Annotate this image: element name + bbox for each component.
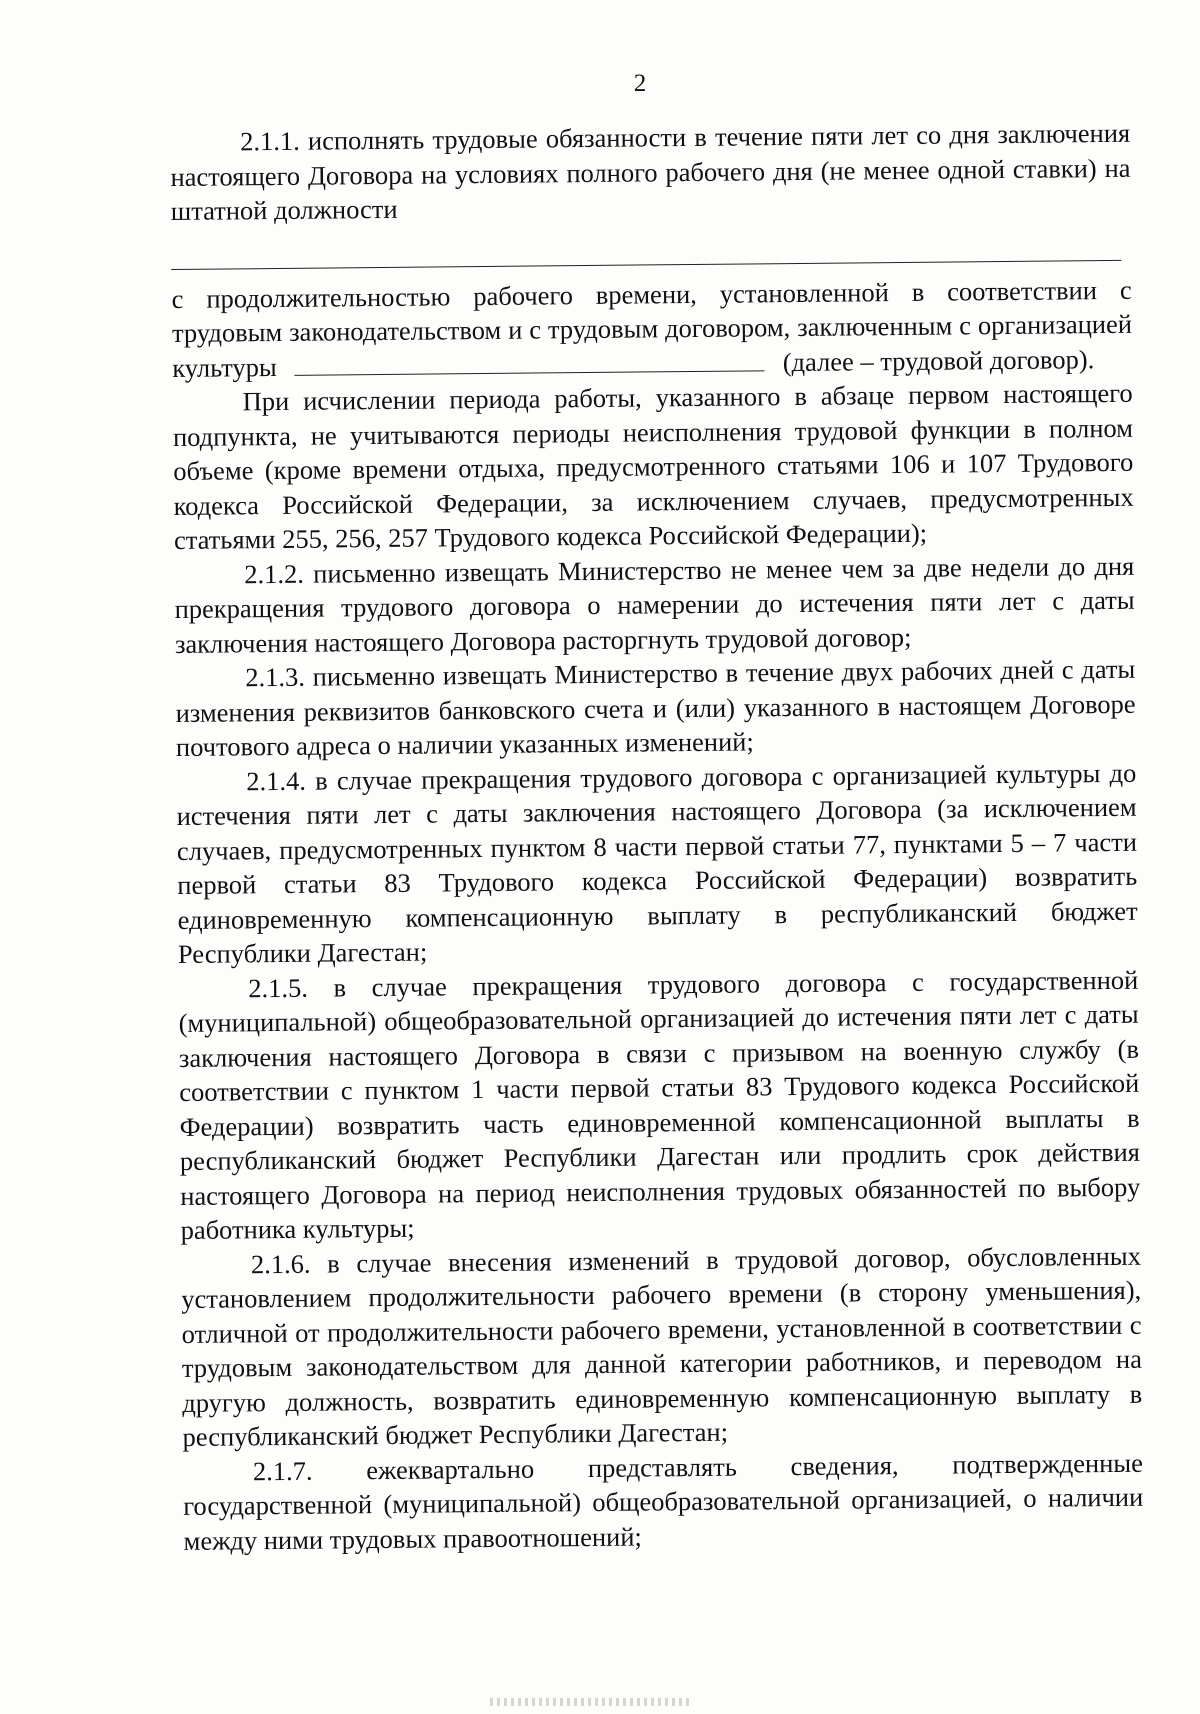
clause-2-1-4: 2.1.4. в случае прекращения трудового договора с организацией культуры до истечения пяти лет с даты заключения настоящего Договора (за исключением случаев, предусмотренных пунктом 8 части первой статьи 77, пунктами 5 – 7 части первой статьи 83 Трудового кодекса Российской Федерации) возвратить единовременную компенсационную выплату в республиканский бюджет Республики Дагестан; (176, 757, 1138, 969)
document-body (170, 116, 1144, 1558)
organization-blank-line (295, 348, 765, 376)
clause-2-1-1-text: с продолжительностью рабочего времени, установленной в соответствии с трудовым законодательством и с трудовым договором, заключенным с организацией культуры (171, 274, 1133, 383)
clause-2-1-1-continued (172, 272, 1133, 385)
clause-2-1-1: 2.1.1. исполнять трудовые обязанности в течение пяти лет со дня заключения настоящего Договора на условиях полного рабочего дня (не менее одной ставки) на штатной должности (170, 117, 1131, 226)
clause-2-1-1-tail: (далее – трудовой договор). (782, 343, 1095, 377)
scan-artifact-stamp (490, 1698, 690, 1706)
clause-2-1-2: 2.1.2. письменно извещать Министерство не менее чем за две недели до дня прекращения трудового договора о намерении до истечения пяти лет с даты заключения настоящего Договора расторгнуть трудовой договор; (174, 550, 1135, 659)
clause-2-1-3: 2.1.3. письменно извещать Министерство в течение двух рабочих дней с даты изменения реквизитов банковского счета и (или) указанного в настоящем Договоре почтового адреса о наличии указанных изменений; (175, 653, 1136, 762)
clause-2-1-1-note: При исчислении периода работы, указанного в абзаце первом настоящего подпункта, не учитываются периоды неисполнения трудовой функции в полном объеме (кроме времени отдыха, предусмотренного статьями 106 и 107 Трудового кодекса Российской Федерации, за исключением случаев, предусмотренных статьями 255, 256, 257 Трудового кодекса Российской Федерации); (172, 377, 1134, 555)
clause-2-1-5: 2.1.5. в случае прекращения трудового договора с государственной (муниципальной) общеобразовательной организацией до истечения пяти лет с даты заключения настоящего Договора в связи с призывом на военную службу (в соответствии с пунктом 1 части первой статьи 83 Трудового кодекса Российской Федерации) возвратить часть единовременной компенсационной выплаты в республиканский бюджет Республики Дагестан или продлить срок действия настоящего Договора на период неисполнения трудовых обязанностей по выбору работника культуры; (178, 964, 1141, 1245)
clause-2-1-6: 2.1.6. в случае внесения изменений в трудовой договор, обусловленных установлением продолжительности рабочего времени (в сторону уменьшения), отличной от продолжительности рабочего времени, установленной в соответствии с трудовым законодательством для данной категории работников, и переводом на другую должность, возвратить единовременную компенсационную выплату в республиканский бюджет Республики Дагестан; (181, 1240, 1143, 1452)
clause-2-1-7: 2.1.7. ежеквартально представлять сведения, подтвержденные государственной (муниципальной) общеобразовательной организацией, о наличии между ними трудовых правоотношений; (183, 1447, 1144, 1556)
page-number: 2 (633, 70, 647, 97)
